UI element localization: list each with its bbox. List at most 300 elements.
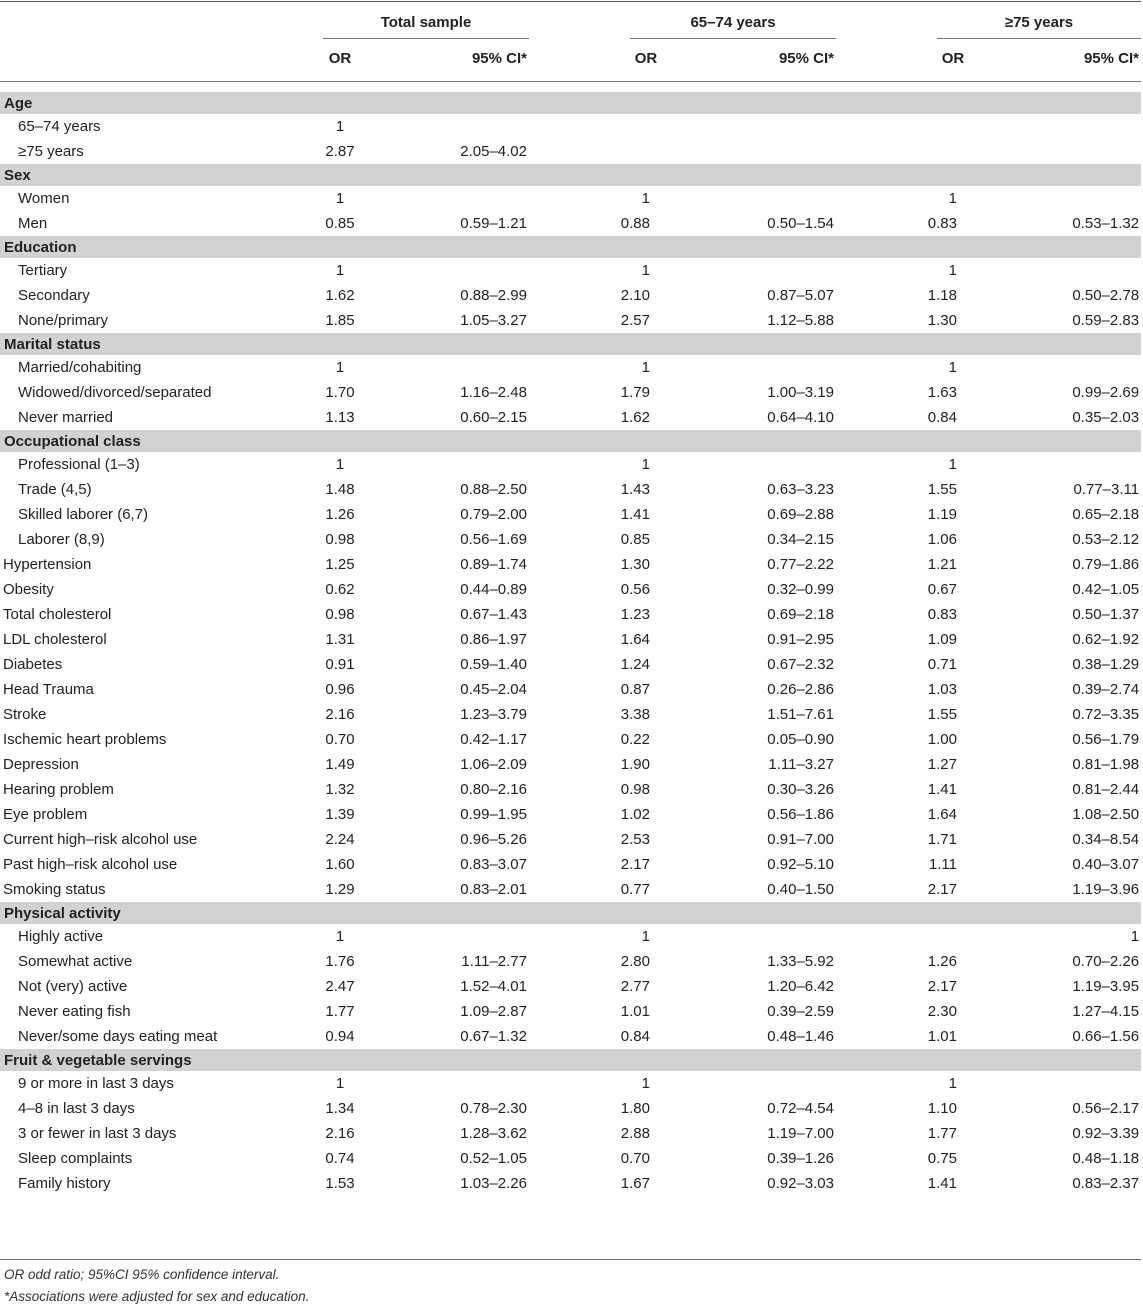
cell-ci-75-plus: 1.27–4.15 [1072, 1003, 1140, 1020]
cell-or-75-plus: 1.41 [927, 781, 957, 798]
cell-ci-65-74: 0.26–2.86 [767, 681, 834, 698]
cell-or-65-74: 1.79 [620, 384, 650, 401]
cell-or-total: 0.62 [325, 581, 355, 598]
cell-or-75-plus: 1 [948, 359, 957, 376]
cell-or-75-plus: 0.83 [927, 215, 957, 232]
cell-or-65-74: 2.10 [620, 287, 650, 304]
row-label: Stroke [3, 706, 47, 723]
cell-ci-75-plus: 0.81–1.98 [1072, 756, 1140, 773]
cell-ci-65-74: 0.69–2.18 [767, 606, 834, 623]
cell-or-65-74: 1.23 [620, 606, 650, 623]
cell-ci-75-plus [983, 114, 1141, 139]
cell-or-total: 1.39 [325, 806, 355, 823]
row-label: Laborer (8,9) [18, 531, 105, 548]
row-label: 4–8 in last 3 days [18, 1100, 135, 1117]
cell-or-75-plus: 1 [948, 190, 957, 207]
cell-or-total: 0.91 [325, 656, 355, 673]
table-top-rule [0, 1, 1141, 2]
cell-or-total: 1.70 [325, 384, 355, 401]
cell-or-75-plus: 1.21 [927, 556, 957, 573]
cell-or-75-plus: 1.26 [927, 953, 957, 970]
cell-or-65-74: 1.90 [620, 756, 650, 773]
row-label: Hearing problem [3, 781, 114, 798]
cell-ci-75-plus: 0.65–2.18 [1072, 506, 1140, 523]
cell-or-total: 2.16 [325, 706, 355, 723]
cell-ci-65-74: 0.34–2.15 [767, 531, 834, 548]
cell-ci-65-74: 0.67–2.32 [767, 656, 834, 673]
cell-or-total: 0.74 [325, 1150, 355, 1167]
subheader-ci-65-74: 95% CI* [778, 50, 834, 67]
cell-ci-65-74: 0.92–5.10 [767, 856, 834, 873]
cell-ci-65-74: 1.11–3.27 [768, 756, 834, 773]
cell-ci-65-74 [676, 114, 836, 139]
cell-ci-75-plus: 0.34–8.54 [1072, 831, 1140, 848]
cell-ci-75-plus: 0.35–2.03 [1072, 409, 1140, 426]
cell-or-total: 1 [335, 456, 345, 473]
group-header-75-plus: ≥75 years [1004, 14, 1074, 31]
cell-or-total: 1.32 [325, 781, 355, 798]
table-row [0, 827, 1141, 852]
table-row [0, 727, 1141, 752]
subheader-or-65-74: OR [634, 50, 658, 67]
table-row [0, 405, 1141, 430]
cell-ci-total: 0.78–2.30 [460, 1100, 527, 1117]
table-row [0, 355, 1141, 380]
cell-ci-total: 1.23–3.79 [460, 706, 527, 723]
group-header-65-74: 65–74 years [690, 14, 776, 31]
cell-ci-65-74 [676, 139, 836, 164]
cell-ci-75-plus: 1.19–3.95 [1072, 978, 1140, 995]
row-label: Current high–risk alcohol use [3, 831, 198, 848]
cell-ci-75-plus: 0.40–3.07 [1072, 856, 1140, 873]
cell-or-75-plus: 1.64 [927, 806, 957, 823]
cell-or-75-plus: 1.30 [927, 312, 957, 329]
cell-or-65-74 [529, 114, 676, 139]
section-label: Marital status [0, 333, 1141, 355]
cell-ci-65-74: 0.39–1.26 [767, 1150, 834, 1167]
cell-or-total: 1.13 [325, 409, 355, 426]
cell-ci-65-74 [676, 258, 836, 283]
cell-or-total: 1.49 [325, 756, 355, 773]
section-label: Physical activity [0, 902, 1141, 924]
cell-ci-65-74: 0.40–1.50 [767, 881, 834, 898]
cell-or-75-plus: 1.19 [927, 506, 957, 523]
cell-or-65-74: 0.85 [620, 531, 650, 548]
cell-or-75-plus: 1.63 [927, 384, 957, 401]
cell-ci-total: 0.83–2.01 [460, 881, 527, 898]
cell-ci-75-plus: 0.39–2.74 [1072, 681, 1140, 698]
cell-ci-65-74: 1.12–5.88 [767, 312, 834, 329]
cell-or-total: 1.29 [325, 881, 355, 898]
table-row [0, 527, 1141, 552]
cell-or-65-74: 0.77 [620, 881, 650, 898]
table-row [0, 139, 1141, 164]
cell-or-75-plus: 1.55 [927, 706, 957, 723]
row-label: ≥75 years [18, 143, 84, 160]
cell-ci-75-plus [983, 1071, 1141, 1096]
cell-or-total: 0.85 [325, 215, 355, 232]
table-row [0, 552, 1141, 577]
cell-ci-75-plus: 0.79–1.86 [1072, 556, 1140, 573]
table-row [0, 602, 1141, 627]
table-bottom-rule [0, 1259, 1141, 1260]
cell-ci-75-plus: 0.50–1.37 [1072, 606, 1140, 623]
group-rule-65-74 [630, 38, 836, 39]
cell-or-65-74: 1 [641, 262, 650, 279]
cell-or-75-plus [836, 114, 983, 139]
cell-ci-65-74: 0.32–0.99 [767, 581, 834, 598]
table-row [0, 1171, 1141, 1196]
cell-ci-total: 0.88–2.50 [460, 481, 527, 498]
cell-or-total: 1 [335, 190, 345, 207]
cell-or-total: 0.98 [325, 531, 355, 548]
row-label: Never eating fish [18, 1003, 131, 1020]
cell-ci-total: 0.89–1.74 [460, 556, 527, 573]
cell-or-65-74: 0.70 [620, 1150, 650, 1167]
cell-or-total: 1.77 [325, 1003, 355, 1020]
cell-or-75-plus [836, 139, 983, 164]
cell-ci-total: 1.03–2.26 [460, 1175, 527, 1192]
cell-ci-total [370, 1071, 529, 1096]
row-label: Depression [3, 756, 79, 773]
row-label: Widowed/divorced/separated [18, 384, 212, 401]
row-label: Family history [18, 1175, 111, 1192]
cell-or-75-plus: 0.71 [927, 656, 957, 673]
section-header-row [0, 164, 1141, 186]
cell-or-total: 1.25 [325, 556, 355, 573]
cell-or-total: 1 [335, 359, 345, 376]
cell-or-75-plus: 1.11 [928, 856, 957, 873]
cell-ci-75-plus: 1.19–3.96 [1072, 881, 1140, 898]
cell-ci-65-74: 0.72–4.54 [767, 1100, 834, 1117]
row-label: Past high–risk alcohol use [3, 856, 178, 873]
table-row [0, 652, 1141, 677]
cell-or-75-plus: 2.30 [927, 1003, 957, 1020]
cell-or-75-plus: 0.75 [927, 1150, 957, 1167]
row-label: Obesity [3, 581, 54, 598]
cell-ci-65-74: 0.56–1.86 [767, 806, 834, 823]
cell-ci-75-plus: 0.38–1.29 [1072, 656, 1140, 673]
cell-ci-75-plus: 0.48–1.18 [1072, 1150, 1140, 1167]
row-label: Ischemic heart problems [3, 731, 167, 748]
cell-or-65-74: 0.84 [620, 1028, 650, 1045]
cell-ci-75-plus: 0.56–1.79 [1072, 731, 1140, 748]
cell-or-65-74: 1 [641, 359, 650, 376]
cell-or-65-74: 1 [641, 456, 650, 473]
cell-ci-75-plus: 0.42–1.05 [1072, 581, 1140, 598]
cell-or-total: 1.31 [325, 631, 355, 648]
cell-ci-total: 1.05–3.27 [460, 312, 527, 329]
cell-ci-total: 0.99–1.95 [460, 806, 527, 823]
table-row [0, 283, 1141, 308]
cell-or-65-74: 1.43 [620, 481, 650, 498]
cell-ci-total: 0.96–5.26 [460, 831, 527, 848]
cell-ci-65-74: 1.20–6.42 [767, 978, 834, 995]
cell-or-65-74: 1.62 [620, 409, 650, 426]
table-row [0, 677, 1141, 702]
cell-ci-65-74: 0.77–2.22 [767, 556, 834, 573]
cell-ci-total: 0.45–2.04 [460, 681, 527, 698]
cell-or-total: 1.34 [325, 1100, 355, 1117]
section-header-row [0, 902, 1141, 924]
cell-or-75-plus: 0.84 [927, 409, 957, 426]
cell-ci-total [370, 452, 529, 477]
cell-ci-65-74: 0.64–4.10 [767, 409, 834, 426]
cell-or-total: 1.60 [325, 856, 355, 873]
table-row [0, 752, 1141, 777]
table-row [0, 974, 1141, 999]
cell-or-75-plus: 1.01 [927, 1028, 957, 1045]
cell-ci-total: 0.67–1.43 [460, 606, 527, 623]
cell-or-65-74: 2.77 [620, 978, 650, 995]
row-label: 9 or more in last 3 days [18, 1075, 174, 1092]
table-row [0, 877, 1141, 902]
table-row [0, 1146, 1141, 1171]
cell-ci-65-74: 0.63–3.23 [767, 481, 834, 498]
footnote-adjustment: *Associations were adjusted for sex and education. [4, 1289, 310, 1304]
cell-or-65-74: 1.30 [620, 556, 650, 573]
cell-ci-65-74: 1.19–7.00 [767, 1125, 834, 1142]
row-label: None/primary [18, 312, 109, 329]
cell-or-75-plus: 1.09 [927, 631, 957, 648]
table-row [0, 186, 1141, 211]
cell-ci-75-plus [983, 452, 1141, 477]
cell-or-total: 2.16 [325, 1125, 355, 1142]
row-label: Professional (1–3) [18, 456, 140, 473]
table-row [0, 211, 1141, 236]
cell-or-65-74: 2.88 [620, 1125, 650, 1142]
table-row [0, 702, 1141, 727]
table-row [0, 1024, 1141, 1049]
cell-or-65-74: 1.02 [620, 806, 650, 823]
cell-or-total: 1 [335, 118, 345, 135]
cell-ci-75-plus: 1.08–2.50 [1072, 806, 1140, 823]
cell-or-75-plus: 2.17 [927, 881, 957, 898]
cell-or-65-74: 0.98 [620, 781, 650, 798]
cell-ci-65-74 [676, 452, 836, 477]
cell-ci-total: 0.80–2.16 [460, 781, 527, 798]
subheader-or-total: OR [328, 50, 352, 67]
row-label: Trade (4,5) [18, 481, 92, 498]
cell-ci-total: 0.59–1.21 [460, 215, 527, 232]
table-row [0, 852, 1141, 877]
cell-ci-65-74: 1.00–3.19 [767, 384, 834, 401]
subheader-ci-75-plus: 95% CI* [1083, 50, 1139, 67]
cell-or-75-plus: 1 [948, 456, 957, 473]
cell-ci-65-74 [676, 924, 836, 949]
cell-or-65-74: 0.56 [620, 581, 650, 598]
cell-ci-total: 1.06–2.09 [460, 756, 527, 773]
table-row [0, 1121, 1141, 1146]
section-label: Age [0, 92, 1141, 114]
cell-or-total: 1.53 [325, 1175, 355, 1192]
table-row [0, 802, 1141, 827]
cell-or-65-74: 1.80 [620, 1100, 650, 1117]
cell-or-75-plus: 1.55 [927, 481, 957, 498]
cell-ci-75-plus: 0.70–2.26 [1072, 953, 1140, 970]
cell-or-total: 2.47 [325, 978, 355, 995]
section-header-row [0, 92, 1141, 114]
subheader-or-75-plus: OR [941, 50, 965, 67]
cell-ci-75-plus: 0.66–1.56 [1072, 1028, 1140, 1045]
cell-ci-total: 0.83–3.07 [460, 856, 527, 873]
cell-or-65-74: 2.80 [620, 953, 650, 970]
cell-ci-75-plus [983, 258, 1141, 283]
row-label: Eye problem [3, 806, 88, 823]
cell-or-75-plus: 0.83 [927, 606, 957, 623]
table-row [0, 114, 1141, 139]
row-label: Diabetes [3, 656, 63, 673]
cell-or-65-74: 1 [641, 190, 650, 207]
cell-ci-65-74: 0.48–1.46 [767, 1028, 834, 1045]
table-row [0, 308, 1141, 333]
cell-ci-65-74 [676, 186, 836, 211]
cell-ci-total: 2.05–4.02 [460, 143, 527, 160]
row-label: Women [18, 190, 70, 207]
table-row [0, 258, 1141, 283]
cell-or-65-74: 2.17 [620, 856, 650, 873]
cell-or-total: 1 [335, 1075, 345, 1092]
table-row [0, 452, 1141, 477]
cell-ci-total [370, 258, 529, 283]
cell-or-65-74 [529, 139, 676, 164]
cell-or-total: 1.76 [325, 953, 355, 970]
cell-ci-65-74: 0.50–1.54 [767, 215, 834, 232]
cell-ci-65-74: 0.30–3.26 [767, 781, 834, 798]
row-label: Hypertension [3, 556, 92, 573]
cell-or-65-74: 2.53 [620, 831, 650, 848]
cell-or-65-74: 1 [641, 928, 650, 945]
cell-ci-total: 0.59–1.40 [460, 656, 527, 673]
cell-ci-65-74 [676, 1071, 836, 1096]
cell-ci-75-plus: 0.77–3.11 [1073, 481, 1140, 498]
cell-ci-total [370, 924, 529, 949]
row-label: Not (very) active [18, 978, 128, 995]
cell-or-65-74: 1.41 [620, 506, 650, 523]
row-label: LDL cholesterol [3, 631, 107, 648]
table-row [0, 477, 1141, 502]
cell-ci-total: 1.28–3.62 [460, 1125, 527, 1142]
row-label: Sleep complaints [18, 1150, 133, 1167]
row-label: Tertiary [18, 262, 68, 279]
table-row [0, 627, 1141, 652]
cell-or-65-74: 1 [641, 1075, 650, 1092]
cell-ci-65-74: 0.87–5.07 [767, 287, 834, 304]
table-row [0, 924, 1141, 949]
cell-ci-75-plus: 1 [1130, 928, 1140, 945]
cell-or-total: 1.62 [325, 287, 355, 304]
table-row [0, 777, 1141, 802]
cell-ci-total [370, 355, 529, 380]
cell-or-total: 0.94 [325, 1028, 355, 1045]
row-label: Skilled laborer (6,7) [18, 506, 149, 523]
cell-or-75-plus: 1.03 [927, 681, 957, 698]
cell-ci-total: 1.09–2.87 [460, 1003, 527, 1020]
cell-ci-total: 1.52–4.01 [460, 978, 527, 995]
row-label: Head Trauma [3, 681, 94, 698]
section-header-row [0, 430, 1141, 452]
cell-ci-75-plus: 0.81–2.44 [1072, 781, 1140, 798]
cell-or-65-74: 1.24 [620, 656, 650, 673]
row-label: 3 or fewer in last 3 days [18, 1125, 177, 1142]
cell-or-total: 1 [335, 928, 345, 945]
cell-or-75-plus: 1.18 [927, 287, 957, 304]
cell-ci-75-plus: 0.53–2.12 [1072, 531, 1140, 548]
section-label: Sex [0, 164, 1141, 186]
cell-or-total: 0.98 [325, 606, 355, 623]
row-label: Smoking status [3, 881, 106, 898]
table-row [0, 949, 1141, 974]
cell-ci-65-74 [676, 355, 836, 380]
row-label: Somewhat active [18, 953, 133, 970]
cell-ci-total: 0.52–1.05 [460, 1150, 527, 1167]
table-row [0, 502, 1141, 527]
section-header-row [0, 333, 1141, 355]
odds-ratio-table [0, 92, 1141, 1196]
cell-ci-65-74: 0.39–2.59 [767, 1003, 834, 1020]
section-label: Occupational class [0, 430, 1141, 452]
cell-ci-65-74: 0.92–3.03 [767, 1175, 834, 1192]
cell-ci-75-plus: 0.92–3.39 [1072, 1125, 1140, 1142]
cell-or-75-plus: 1.41 [927, 1175, 957, 1192]
cell-ci-total: 0.44–0.89 [460, 581, 527, 598]
cell-or-75-plus: 0.67 [927, 581, 957, 598]
cell-ci-75-plus [983, 139, 1141, 164]
cell-ci-75-plus: 0.50–2.78 [1072, 287, 1140, 304]
cell-ci-total: 0.67–1.32 [460, 1028, 527, 1045]
cell-or-65-74: 2.57 [620, 312, 650, 329]
cell-ci-total [370, 186, 529, 211]
cell-ci-65-74: 0.91–2.95 [767, 631, 834, 648]
cell-ci-75-plus: 0.59–2.83 [1072, 312, 1140, 329]
group-header-total-sample: Total sample [380, 14, 472, 31]
group-rule-75-plus [937, 38, 1141, 39]
table-row [0, 577, 1141, 602]
cell-ci-75-plus: 0.56–2.17 [1072, 1100, 1140, 1117]
row-label: Married/cohabiting [18, 359, 142, 376]
cell-ci-total: 1.11–2.77 [461, 953, 527, 970]
cell-or-65-74: 1.01 [620, 1003, 650, 1020]
cell-ci-65-74: 1.51–7.61 [767, 706, 834, 723]
subheader-ci-total: 95% CI* [471, 50, 527, 67]
cell-or-75-plus: 1 [948, 1075, 957, 1092]
cell-or-total: 0.70 [325, 731, 355, 748]
cell-ci-65-74: 0.69–2.88 [767, 506, 834, 523]
cell-or-75-plus: 1.00 [927, 731, 957, 748]
cell-ci-total: 0.88–2.99 [460, 287, 527, 304]
row-label: Men [18, 215, 48, 232]
cell-or-total: 1.85 [325, 312, 355, 329]
cell-or-65-74: 0.87 [620, 681, 650, 698]
cell-or-65-74: 0.22 [620, 731, 650, 748]
cell-ci-65-74: 1.33–5.92 [767, 953, 834, 970]
row-label: Secondary [18, 287, 90, 304]
cell-ci-total: 0.79–2.00 [460, 506, 527, 523]
cell-or-65-74: 0.88 [620, 215, 650, 232]
cell-ci-65-74: 0.91–7.00 [767, 831, 834, 848]
cell-or-total: 0.96 [325, 681, 355, 698]
header-rule [0, 81, 1141, 82]
cell-or-total: 1 [335, 262, 345, 279]
cell-ci-75-plus: 0.72–3.35 [1072, 706, 1140, 723]
row-label: Total cholesterol [3, 606, 112, 623]
cell-or-75-plus: 1 [948, 262, 957, 279]
cell-ci-75-plus [983, 355, 1141, 380]
row-label: Never/some days eating meat [18, 1028, 218, 1045]
cell-ci-total: 0.42–1.17 [460, 731, 527, 748]
cell-or-65-74: 3.38 [620, 706, 650, 723]
cell-ci-75-plus [983, 186, 1141, 211]
